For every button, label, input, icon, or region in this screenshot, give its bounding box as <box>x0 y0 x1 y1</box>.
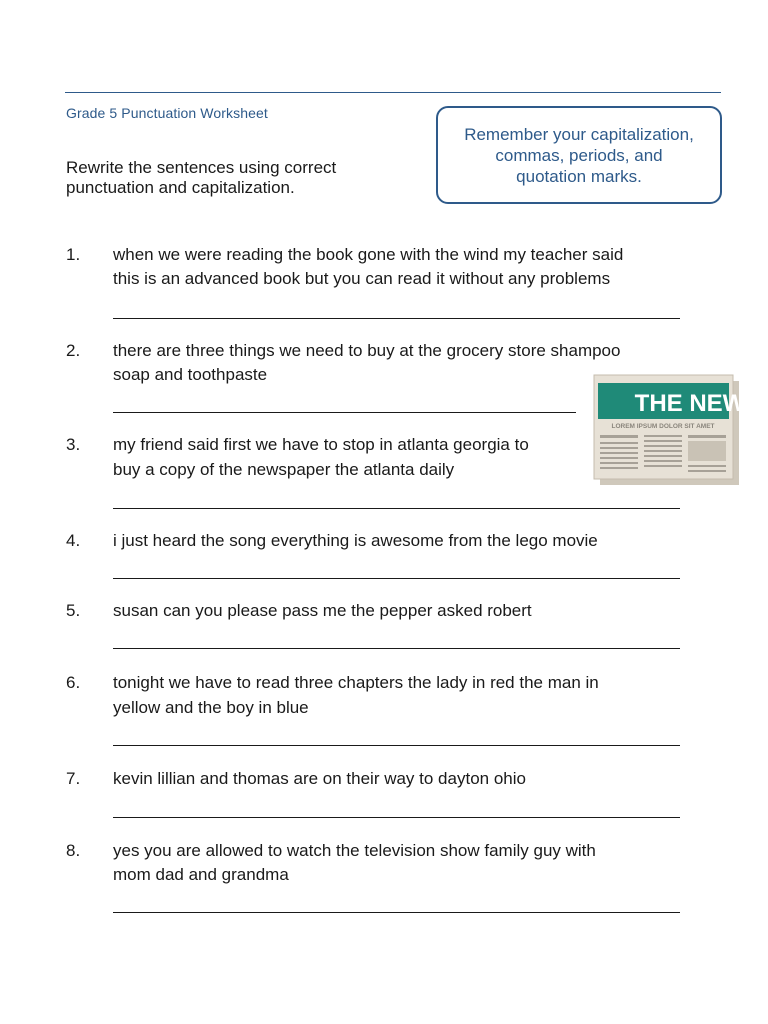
answer-line[interactable] <box>113 318 680 319</box>
newspaper-subhead: LOREM IPSUM DOLOR SIT AMET <box>611 423 715 430</box>
question-number: 2. <box>66 341 81 360</box>
answer-line[interactable] <box>113 578 680 579</box>
question-number: 3. <box>66 435 81 454</box>
instructions <box>66 158 396 198</box>
question-number: 5. <box>66 601 81 620</box>
answer-line[interactable] <box>113 745 680 746</box>
reminder-text <box>444 124 714 187</box>
header-rule <box>65 92 721 93</box>
question-number: 8. <box>66 841 81 860</box>
question-text: my friend said first we have to stop in atlanta georgia to <box>113 435 529 454</box>
newspaper-image <box>594 375 762 485</box>
question-text: susan can you please pass me the pepper asked robert <box>113 601 532 620</box>
question-text: there are three things we need to buy at the grocery store shampoo <box>113 341 621 360</box>
answer-line[interactable] <box>113 648 680 649</box>
question-number: 1. <box>66 245 81 264</box>
question-text: mom dad and grandma <box>113 865 289 884</box>
reminder-line-2: commas, periods, and <box>495 145 663 165</box>
reminder-box <box>436 106 722 204</box>
reminder-line-3: quotation marks. <box>516 166 642 186</box>
question-text: soap and toothpaste <box>113 365 268 384</box>
question-text: yes you are allowed to watch the television show family guy with <box>113 841 596 860</box>
question-text: this is an advanced book but you can read it without any problems <box>113 269 611 288</box>
question-text: tonight we have to read three chapters the lady in red the man in <box>113 673 599 692</box>
answer-line[interactable] <box>113 412 576 413</box>
question-number: 6. <box>66 673 81 692</box>
instructions-line-2: punctuation and capitalization. <box>66 178 295 197</box>
instructions-line-1: Rewrite the sentences using correct <box>66 158 337 177</box>
reminder-line-1: Remember your capitalization, <box>464 124 694 144</box>
question-text: yellow and the boy in blue <box>113 698 309 717</box>
answer-line[interactable] <box>113 817 680 818</box>
answer-line[interactable] <box>113 912 680 913</box>
question-text: i just heard the song everything is awesome from the lego movie <box>113 531 598 550</box>
question-text: kevin lillian and thomas are on their way to dayton ohio <box>113 769 526 788</box>
worksheet-title: Grade 5 Punctuation Worksheet <box>66 105 268 121</box>
question-number: 7. <box>66 769 81 788</box>
newspaper-headline: THE NEWS <box>634 390 762 417</box>
answer-line[interactable] <box>113 508 680 509</box>
question-text: when we were reading the book gone with the wind my teacher said <box>113 245 624 264</box>
question-number: 4. <box>66 531 81 550</box>
question-text: buy a copy of the newspaper the atlanta daily <box>113 460 455 479</box>
